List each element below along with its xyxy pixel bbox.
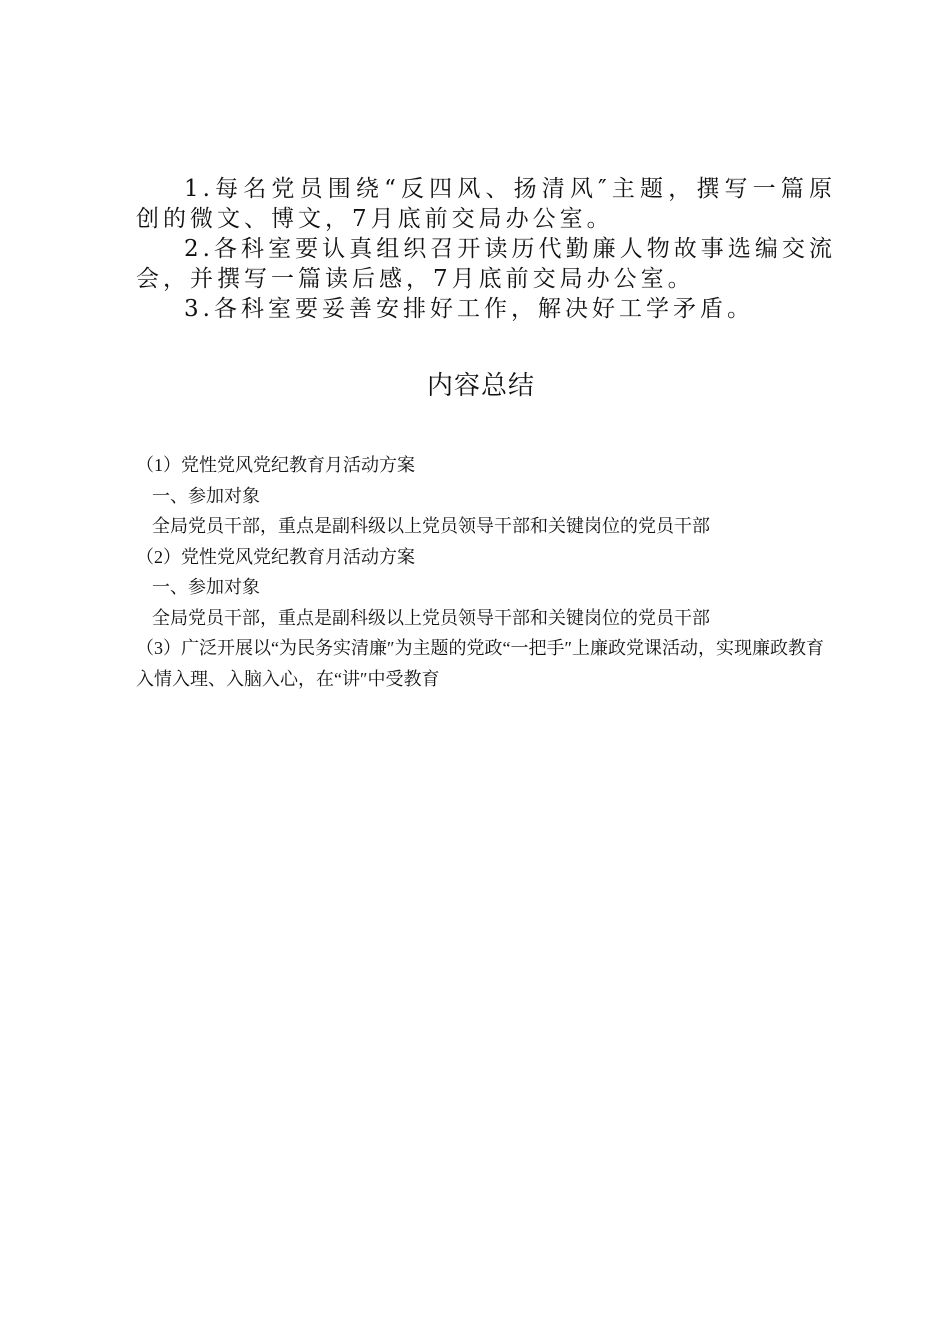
- summary-item-3: 全局党员干部，重点是副科级以上党员领导干部和关键岗位的党员干部: [152, 516, 710, 536]
- summary-item-7: （3）广泛开展以“为民务实清廉″为主题的党政“一把手″上廉政党课活动，实现廉政教育入情入理、入脑入心，在“讲″中受教育: [136, 638, 824, 689]
- summary-item-4: （2）党性党风党纪教育月活动方案: [136, 546, 415, 567]
- paragraph-item-3: 3.各科室要妥善安排好工作，解决好工学矛盾。: [184, 296, 754, 322]
- summary-item-2: 一、参加对象: [152, 485, 260, 506]
- body-text: [136, 174, 836, 324]
- summary-item-5: 一、参加对象: [152, 577, 260, 597]
- summary-item-6: 全局党员干部，重点是副科级以上党员领导干部和关键岗位的党员干部: [152, 607, 710, 628]
- paragraph-item-1: 1.每名党员围绕“反四风、扬清风″主题，撰写一篇原创的微文、博文，7月底前交局办公室。: [136, 176, 836, 232]
- summary-item-1: （1）党性党风党纪教育月活动方案: [136, 455, 415, 475]
- summary-title: 内容总结: [426, 371, 535, 401]
- paragraph-item-2: 2.各科室要认真组织召开读历代勤廉人物故事选编交流会，并撰写一篇读后感，7月底前交局办公室。: [136, 236, 836, 292]
- summary-section: [136, 450, 836, 694]
